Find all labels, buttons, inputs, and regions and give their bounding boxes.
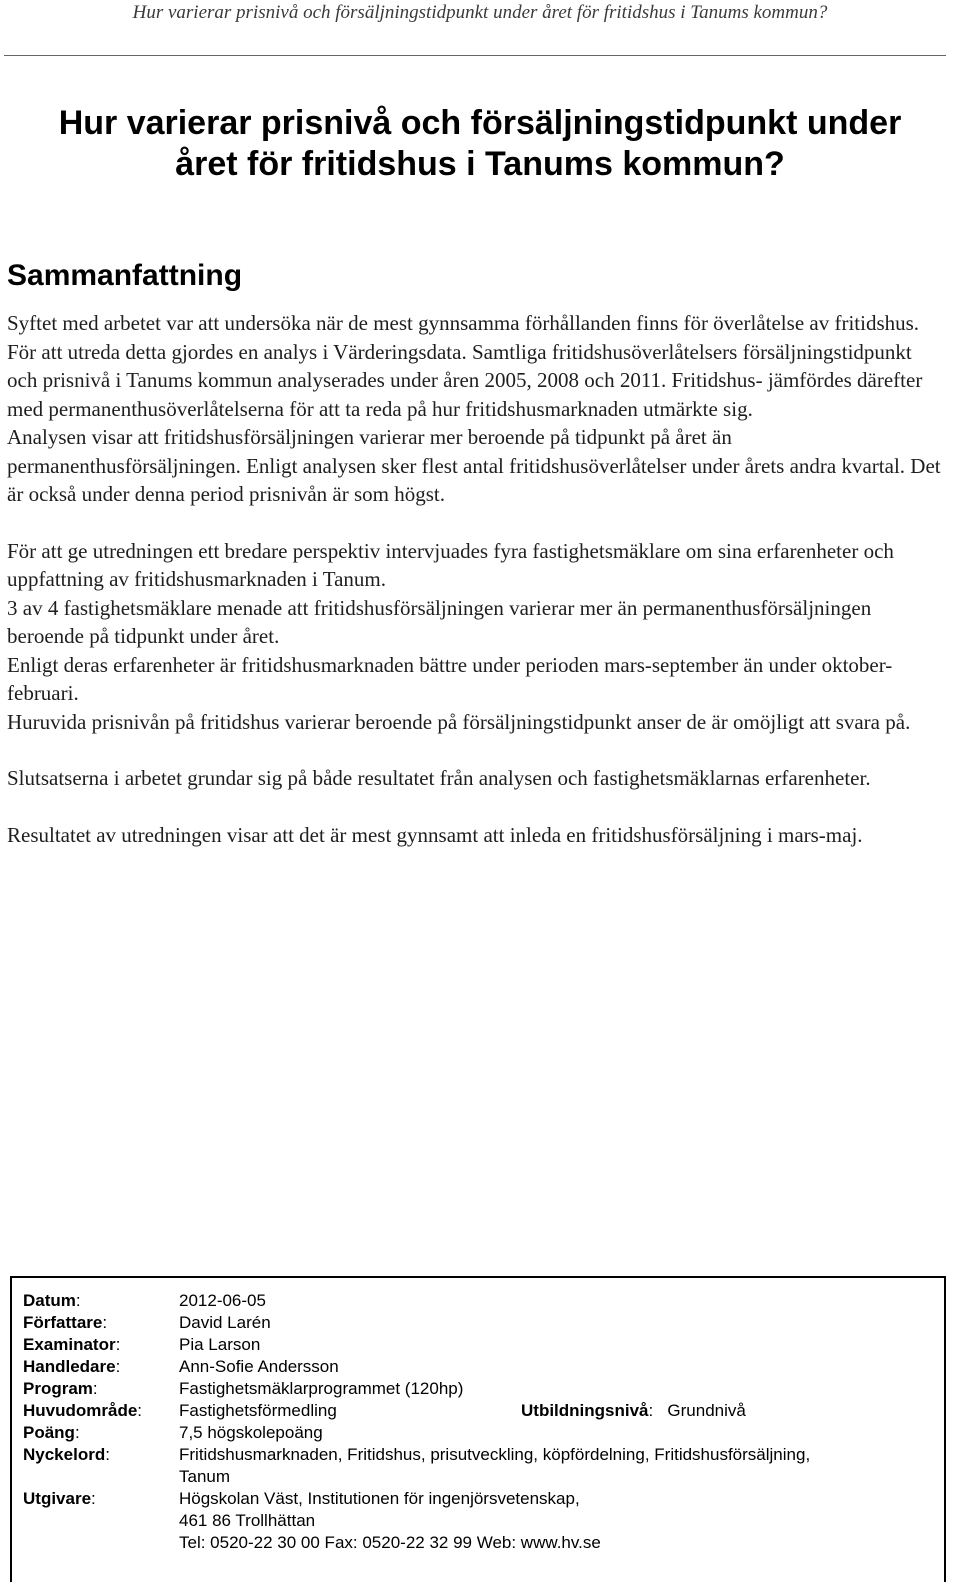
info-row-datum: Datum: 2012-06-05 <box>23 1291 266 1310</box>
datum-value: 2012-06-05 <box>179 1291 266 1310</box>
utbildningsniva-label: Utbildningsnivå <box>521 1401 649 1420</box>
huvudomrade-label: Huvudområde <box>23 1401 138 1420</box>
utbildningsniva-value: Grundnivå <box>667 1401 746 1420</box>
examinator-label: Examinator <box>23 1335 116 1354</box>
paragraph-method: För att utreda detta gjordes en analys i Värderingsdata. Samtliga fritidshusöverlåtelsers försäljningstidpunkt och prisnivå i Tanums kommun analyserades under åren 2005, 2008 och 2011. Fritidshus- jämfördes därefter med permanenthusöverlåtelserna för att ta reda på hur fritidshusmarknaden utmärkte sig. <box>7 339 923 421</box>
paragraph-experience: Enligt deras erfarenheter är fritidshusmarknaden bättre under perioden mars-september än under oktober-februari. <box>7 652 893 705</box>
nyckelord-value-line-2: Tanum <box>179 1467 231 1486</box>
paragraph-conclusions: Slutsatserna i arbetet grundar sig på både resultatet från analysen och fastighetsmäklarnas erfarenheter. <box>7 766 871 790</box>
info-row-examinator: Examinator: Pia Larson <box>23 1335 261 1354</box>
program-label: Program <box>23 1379 93 1398</box>
info-row-nyckelord: Nyckelord: Fritidshusmarknaden, Fritidshus, prisutveckling, köpfördelning, Fritidshusförsäljning, <box>23 1445 811 1464</box>
title-line-1: Hur varierar prisnivå och försäljningstidpunkt under <box>58 104 902 142</box>
handledare-label: Handledare <box>23 1357 116 1376</box>
forfattare-label: Författare <box>23 1313 103 1332</box>
poang-label: Poäng <box>23 1423 75 1442</box>
info-row-forfattare: Författare: David Larén <box>23 1313 271 1332</box>
info-row-poang: Poäng: 7,5 högskolepoäng <box>23 1423 323 1442</box>
handledare-value: Ann-Sofie Andersson <box>179 1357 339 1376</box>
utgivare-value-line-3: Tel: 0520-22 30 00 Fax: 0520-22 32 99 Web: www.hv.se <box>179 1533 601 1552</box>
paragraph-interviews: För att ge utredningen ett bredare perspektiv intervjuades fyra fastighetsmäklare om sina erfarenheter och uppfattning av fritidshusmarknaden i Tanum. <box>7 538 894 591</box>
info-row-utgivare: Utgivare: Högskolan Väst, Institutionen för ingenjörsvetenskap, <box>23 1489 580 1508</box>
info-row-utgivare-contact <box>12 1532 948 1554</box>
nyckelord-value-line-1: Fritidshusmarknaden, Fritidshus, prisutveckling, köpfördelning, Fritidshusförsäljning, <box>179 1445 811 1464</box>
paragraph-brokers: 3 av 4 fastighetsmäklare menade att fritidshusförsäljningen varierar mer än permanenthusförsäljningen beroende på tidpunkt under året. <box>7 595 872 648</box>
paragraph-result: Resultatet av utredningen visar att det är mest gynnsamt att inleda en fritidshusförsäljning i mars-maj. <box>7 822 863 847</box>
utgivare-value-line-1: Högskolan Väst, Institutionen för ingenjörsvetenskap, <box>179 1489 580 1508</box>
datum-label: Datum <box>23 1291 76 1310</box>
info-row-utgivare-address <box>12 1510 948 1532</box>
examinator-value: Pia Larson <box>179 1335 261 1354</box>
info-row-nyckelord-cont <box>12 1466 948 1488</box>
document-info-box <box>10 1276 946 1582</box>
document-title <box>0 103 960 185</box>
utgivare-label: Utgivare <box>23 1489 92 1508</box>
abstract-body <box>7 309 942 849</box>
title-line-2: året för fritidshus i Tanums kommun? <box>175 145 785 183</box>
forfattare-value: David Larén <box>179 1313 271 1332</box>
info-row-handledare: Handledare: Ann-Sofie Andersson <box>23 1357 339 1376</box>
utgivare-value-line-2: 461 86 Trollhättan <box>179 1511 316 1530</box>
header-divider <box>4 55 946 56</box>
nyckelord-label: Nyckelord <box>23 1445 106 1464</box>
program-value: Fastighetsmäklarprogrammet (120hp) <box>179 1379 464 1398</box>
info-row-program: Program: Fastighetsmäklarprogrammet (120hp) <box>23 1379 464 1398</box>
poang-value: 7,5 högskolepoäng <box>179 1423 323 1442</box>
running-header: Hur varierar prisnivå och försäljningstidpunkt under året för fritidshus i Tanums kommun? <box>132 2 828 23</box>
paragraph-purpose: Syftet med arbetet var att undersöka när de mest gynnsamma förhållanden finns för överlåtelse av fritidshus. <box>7 311 920 335</box>
paragraph-analysis: Analysen visar att fritidshusförsäljningen varierar mer beroende på tidpunkt på året än permanenthusförsäljningen. Enligt analysen sker flest antal fritidshusöverlåtelser under årets andra kvartal. Det är också under denna period prisnivån är som högst. <box>7 425 941 506</box>
paragraph-price: Huruvida prisnivån på fritidshus varierar beroende på försäljningstidpunkt anser de är omöjligt att svara på. <box>7 709 911 734</box>
info-row-huvudomrade: Huvudområde: Fastighetsförmedling Utbildningsnivå: Grundnivå <box>23 1401 746 1420</box>
huvudomrade-value: Fastighetsförmedling <box>179 1401 337 1420</box>
abstract-heading: Sammanfattning <box>7 259 243 292</box>
